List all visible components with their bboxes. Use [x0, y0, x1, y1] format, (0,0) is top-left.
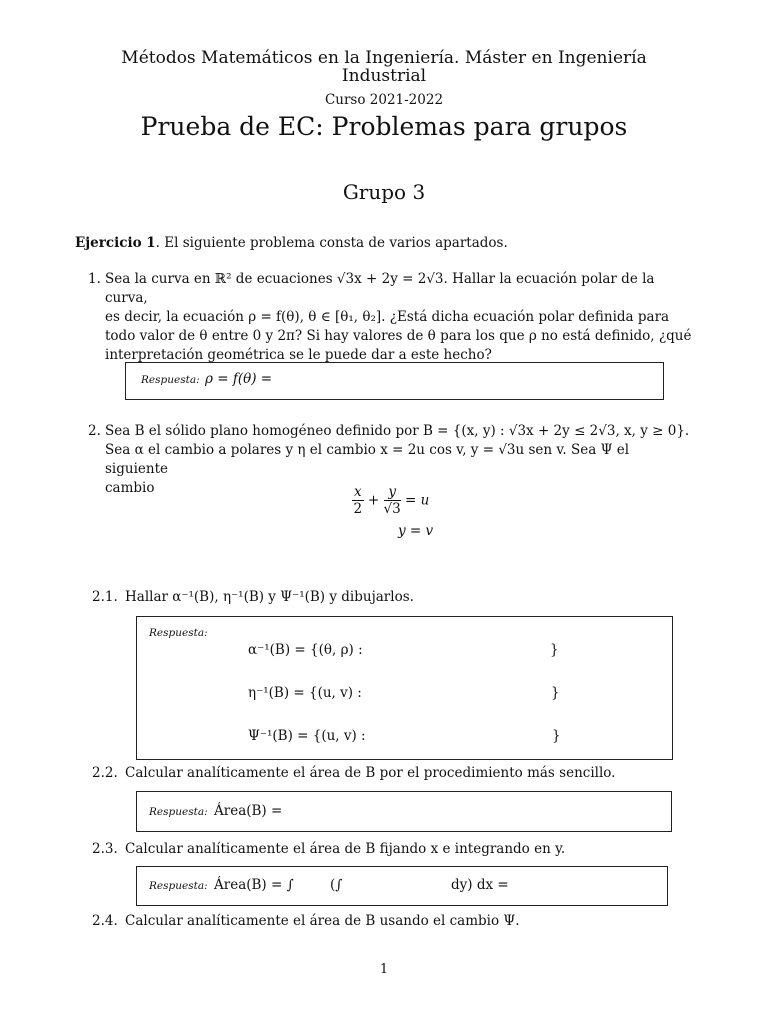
sub22-number: 2.2. [92, 765, 118, 781]
course-title-line2: Industrial [341, 66, 427, 86]
answer-label: Respuesta: [141, 374, 200, 386]
item2-line: Sea B el sólido plano homogéneo definido por B = {(x, y) : √3x + 2y ≤ 2√3, x, y ≥ 0}. [105, 423, 690, 439]
equation-psi-2: y = v [398, 523, 434, 539]
group-heading: Grupo 3 [342, 180, 426, 204]
answer-label: Respuesta: [149, 627, 208, 639]
answer-row-alpha: α⁻¹(B) = {(θ, ρ) : [248, 642, 363, 658]
item1-line: interpretación geométrica se le puede dar a este hecho? [105, 347, 492, 363]
fraction-denominator: 2 [353, 501, 363, 517]
item2-line: Sea α el cambio a polares y η el cambio x = 2u cos v, y = √3u sen v. Sea Ψ el siguiente [105, 442, 630, 477]
item1-line: Sea la curva en ℝ² de ecuaciones √3x + 2y = 2√3. Hallar la ecuación polar de la curva, [105, 271, 655, 306]
sub23-text: Calcular analíticamente el área de B fijando x e integrando en y. [125, 841, 566, 857]
answer-expression-area: Área(B) = ∫ [214, 877, 294, 893]
plus-sign: + [367, 492, 380, 509]
fraction-y-over-sqrt3 [384, 484, 401, 517]
sub22-text: Calcular analíticamente el área de B por el procedimiento más sencillo. [125, 765, 616, 781]
exercise-label: Ejercicio 1 [75, 235, 156, 251]
answer-expression-inner-integral: (∫ [330, 877, 343, 893]
sub21-number: 2.1. [92, 589, 118, 605]
item1-text [105, 270, 695, 365]
course-title-line1: Métodos Matemáticos en la Ingeniería. Máster en Ingeniería [121, 48, 647, 68]
answer-box-2-2[interactable] [136, 791, 672, 832]
equation-rhs: = u [405, 492, 430, 509]
fraction-x-over-2 [352, 484, 364, 517]
item1-line: es decir, la ecuación ρ = f(θ), θ ∈ [θ₁, θ₂]. ¿Está dicha ecuación polar definida para [105, 309, 670, 325]
answer-row-psi: Ψ⁻¹(B) = {(u, v) : [248, 728, 366, 744]
item2-line: cambio [105, 480, 155, 496]
answer-row-close: } [552, 728, 561, 744]
page-number: 1 [379, 962, 389, 977]
page-title: Prueba de EC: Problemas para grupos [140, 112, 628, 141]
answer-expression: Área(B) = [214, 803, 283, 819]
item1-line: todo valor de θ entre 0 y 2π? Si hay valores de θ para los que ρ no está definido, ¿qué [105, 328, 692, 344]
sub24-number: 2.4. [92, 913, 118, 929]
exercise-intro [75, 234, 508, 253]
sub23-number: 2.3. [92, 841, 118, 857]
answer-expression: ρ = f(θ) = [205, 371, 273, 387]
answer-box-1[interactable] [125, 362, 664, 400]
exercise-intro-text: . El siguiente problema consta de varios apartados. [155, 235, 508, 251]
fraction-numerator: x [354, 484, 362, 500]
answer-box-2-1[interactable] [136, 616, 673, 760]
fraction-denominator: √3 [383, 501, 401, 517]
equation-psi-1 [352, 484, 429, 517]
answer-expression-tail: dy) dx = [451, 877, 509, 893]
answer-row-close: } [550, 642, 559, 658]
answer-row-eta: η⁻¹(B) = {(u, v) : [248, 685, 362, 701]
item2-number: 2. [88, 423, 101, 439]
sub21-text: Hallar α⁻¹(B), η⁻¹(B) y Ψ⁻¹(B) y dibujarlos. [125, 589, 414, 605]
answer-label: Respuesta: [149, 806, 208, 818]
answer-label: Respuesta: [149, 880, 208, 892]
course-year: Curso 2021-2022 [324, 92, 444, 108]
answer-box-2-3[interactable] [136, 866, 668, 906]
fraction-numerator: y [384, 484, 401, 501]
sub24-text: Calcular analíticamente el área de B usando el cambio Ψ. [125, 913, 520, 929]
answer-row-close: } [551, 685, 560, 701]
item1-number: 1. [88, 271, 101, 287]
